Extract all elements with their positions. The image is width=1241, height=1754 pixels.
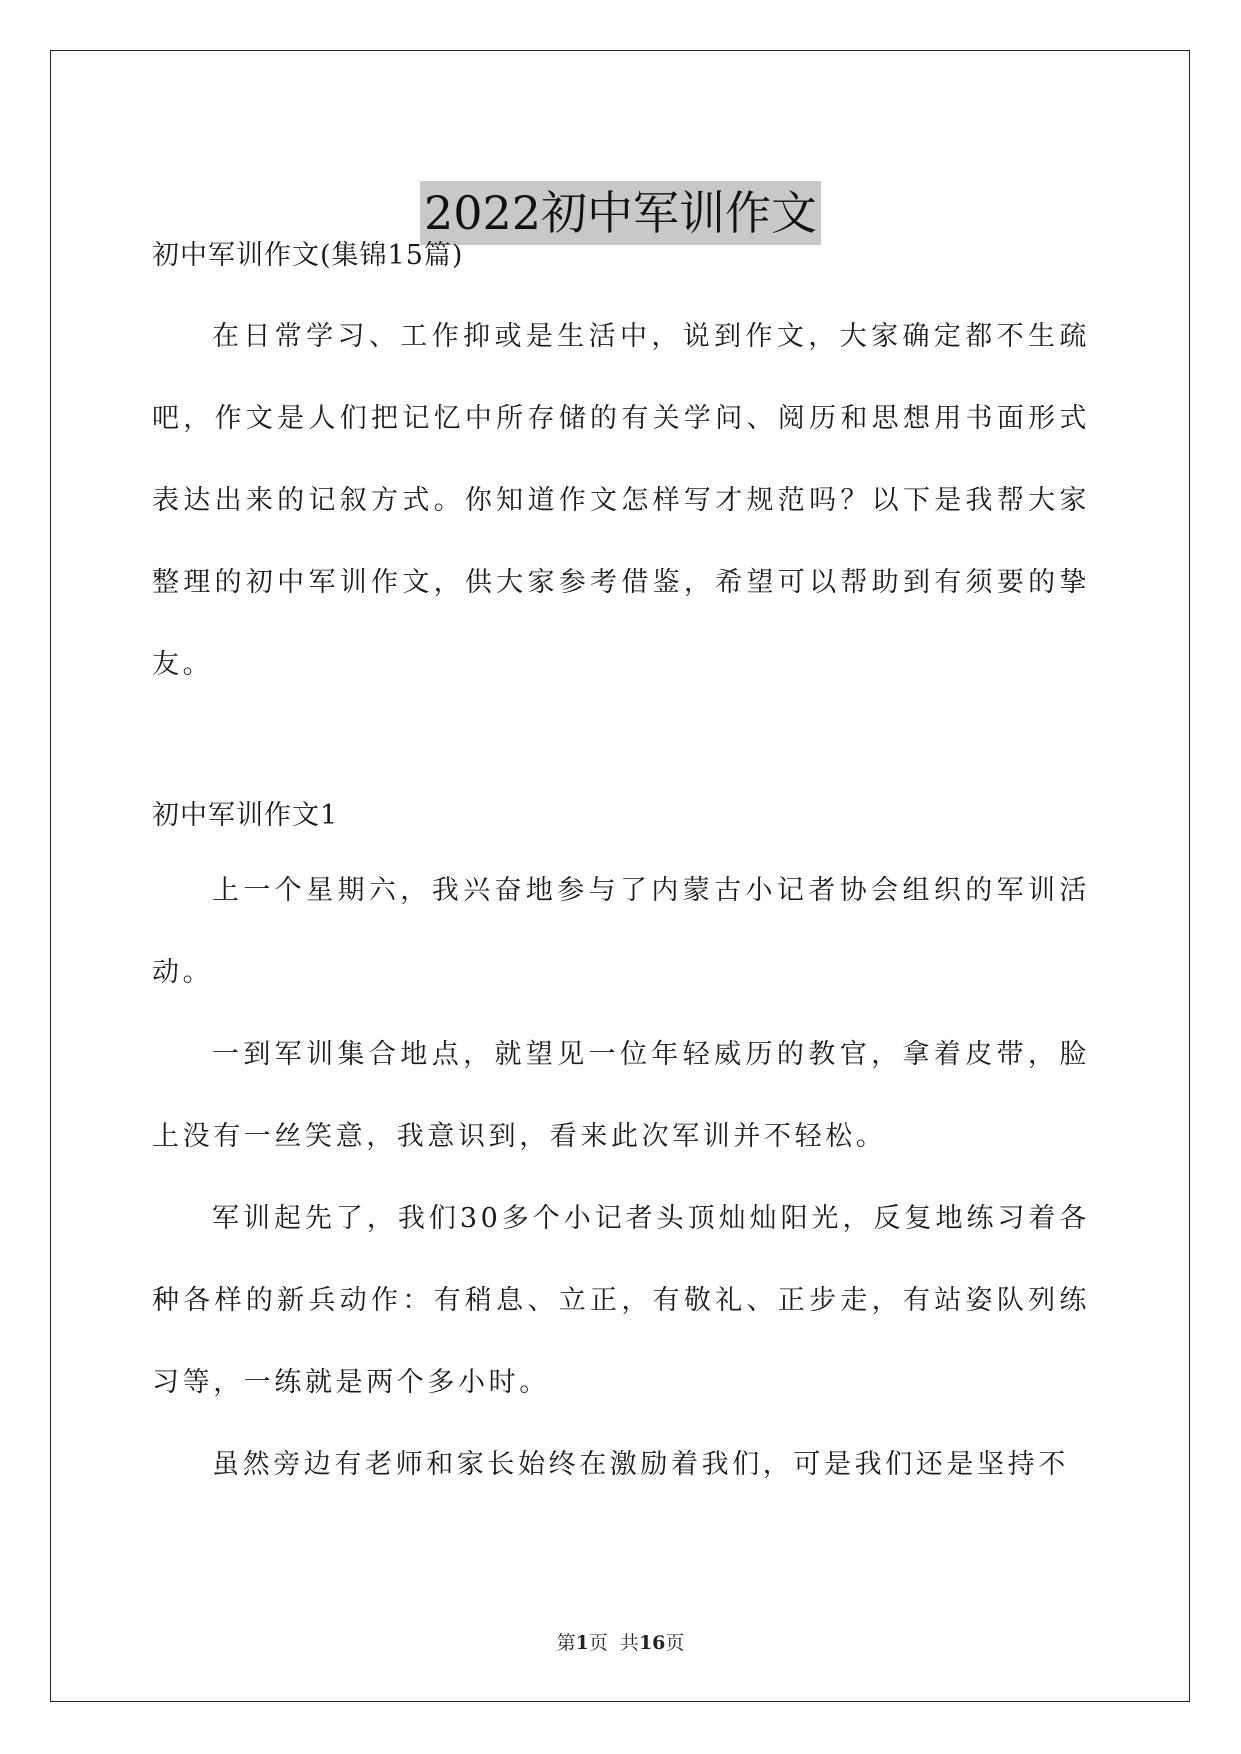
document-body xyxy=(152,228,1090,1506)
intro-paragraph: 在日常学习、工作抑或是生活中，说到作文，大家确定都不生疏吧，作文是人们把记忆中所存储的有关学问、阅历和思想用书面形式表达出来的记叙方式。你知道作文怎样写才规范吗？以下是我帮大家整理的初中军训作文，供大家参考借鉴，希望可以帮助到有须要的挚友。 xyxy=(152,321,1090,680)
body-paragraph: 上一个星期六，我兴奋地参与了内蒙古小记者协会组织的军训活动。 xyxy=(152,875,1090,988)
body-paragraph: 一到军训集合地点，就望见一位年轻威历的教官，拿着皮带，脸上没有一丝笑意，我意识到，看来此次军训并不轻松。 xyxy=(152,1039,1090,1152)
page-mid: 页 共 xyxy=(588,1632,639,1654)
body-paragraph: 虽然旁边有老师和家长始终在激励着我们，可是我们还是坚持不 xyxy=(212,1449,1069,1480)
page-total: 16 xyxy=(638,1632,666,1654)
page-suffix: 页 xyxy=(665,1632,685,1654)
page-number: 1 xyxy=(575,1632,589,1654)
body-paragraph: 军训起先了，我们30多个小记者头顶灿灿阳光，反复地练习着各种各样的新兵动作：有稍息、立正，有敬礼、正步走，有站姿队列练习等，一练就是两个多小时。 xyxy=(152,1203,1090,1398)
document-subtitle: 初中军训作文(集锦15篇) xyxy=(152,240,464,271)
page-footer xyxy=(0,1628,1241,1655)
document-title: 2022初中军训作文 xyxy=(420,181,821,245)
page-prefix: 第 xyxy=(556,1632,576,1654)
section-title: 初中军训作文1 xyxy=(152,800,339,831)
